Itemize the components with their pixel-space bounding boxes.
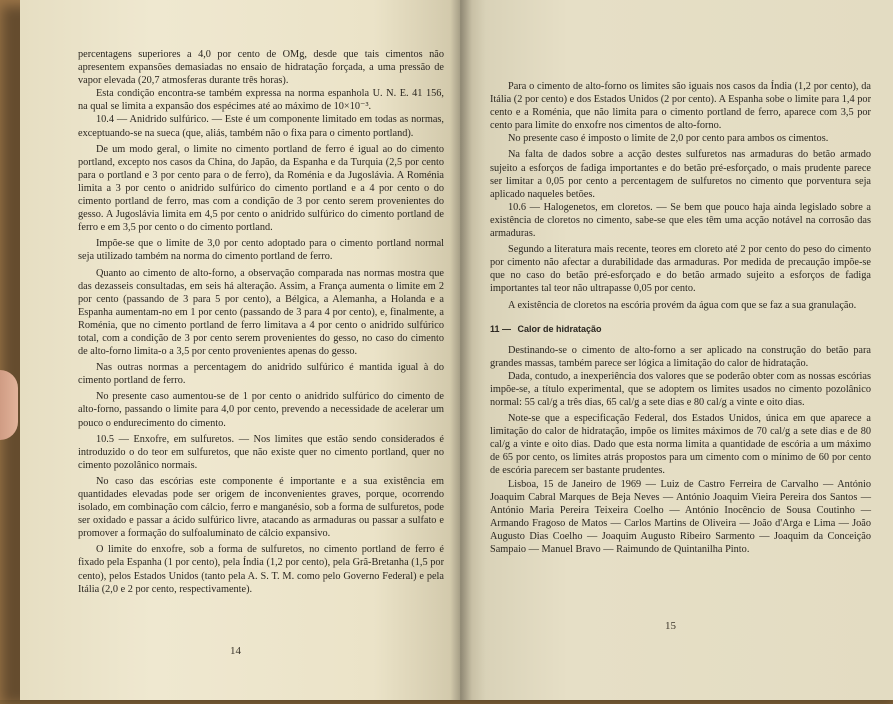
- section-number: 11 —: [490, 323, 512, 334]
- page-number-right: 15: [665, 620, 676, 632]
- book-gutter: [450, 0, 472, 700]
- holding-thumb: [0, 370, 18, 440]
- left-paragraph-7: Nas outras normas a percentagem do anidrido sulfúrico é mantida igual à do cimento portland de ferro.: [78, 362, 444, 387]
- left-page-text: [78, 48, 444, 596]
- section-title: Calor de hidratação: [517, 323, 602, 334]
- right-paragraph-6: A existência de cloretos na escória provém da água com que se faz a sua granulação.: [508, 299, 857, 311]
- right-page-text: [490, 80, 871, 556]
- left-paragraph-4: De um modo geral, o limite no cimento portland de ferro é igual ao do cimento portland, excepto nos casos da China, do Japão, da Espanha e da Turquia (2,5 por cento para o portland e 3 por cento para o de ferro), da Roménia e da Jugoslávia. A Roménia limita a 3 por cento o anidrido sulfúrico do cimento portland e a 4 por cento o do cimento portland de ferro, mas com a condição de 3 por cento serem provenientes do gesso. A Jugoslávia limita em 4,5 por cento o anidrido sulfúrico do cimento portland de ferro e em 3,5 por cento o do cimento portland.: [78, 143, 444, 234]
- page-number-left: 14: [230, 645, 241, 657]
- left-page: [20, 0, 462, 700]
- right-paragraph-1: Para o cimento de alto-forno os limites são iguais nos casos da Índia (1,2 por cento), da Itália (2 por cento) e dos Estados Unidos (2 por cento). A Espanha sobe o limite para 1,4 por cento e a Roménia, que não limita para o cimento portland de ferro, aparece com 3,5 por cento para limite do enxofre nos cimentos de alto-forno.: [490, 81, 871, 132]
- left-paragraph-9: 10.5 — Enxofre, em sulfuretos. — Nos limites que estão sendo considerados é introduzido o do teor em sulfuretos, que não existe quer no cimento portland, quer no cimento pozolânico normais.: [78, 433, 444, 471]
- right-paragraph-5: Segundo a literatura mais recente, teores em cloreto até 2 por cento do peso do cimento por cimento não afectar a durabilidade das armaduras. Por medida de precaução impõe-se que no caso do betão pré-esforçado e do betão armado sujeito a esforços de fadiga importantes tal teor não ultrapasse 0,05 por cento.: [490, 244, 871, 295]
- signature-block: Lisboa, 15 de Janeiro de 1969 — Luiz de Castro Ferreira de Carvalho — António Joaquim Cabral Marques de Beja Neves — António Joaquim Vieira Pereira dos Santos — António Maria Pereira Teixeira Coelho — António Inocêncio de Sousa Coutinho — Armando Fragoso de Matos — Carlos Martins de Oliveira — João d'Arga e Lima — João Augusto Dias Coelho — Joaquim Augusto Ribeiro Sarmento — Joaquim da Conceição Sampaio — Manuel Bravo — Raimundo de Quintanilha Pinto.: [490, 478, 871, 555]
- left-paragraph-3: 10.4 — Anidrido sulfúrico. — Este é um componente limitado em todas as normas, exceptuando-se na sueca (que, aliás, também não o fixa para o cimento portland).: [78, 114, 444, 139]
- left-paragraph-1: percentagens superiores a 4,0 por cento de OMg, desde que tais cimentos não apresentem expansões demasiadas no ensaio de hidratação forçada, a uma pressão de vapor elevada (20,7 atmosferas durante três horas).: [78, 49, 444, 87]
- right-paragraph-3: Na falta de dados sobre a acção destes sulfuretos nas armaduras do betão armado sujeito a esforços de fadiga importantes e do betão pré-esforçado, o mais prudente parece ser limitar a 0,05 por cento a percentagem de sulfuretos no cimento que porventura seja aplicado naqueles betões.: [490, 149, 871, 200]
- right-paragraph-7: Destinando-se o cimento de alto-forno a ser aplicado na construção do betão para grandes massas, também parece ser lógica a limitação do calor de hidratação.: [490, 344, 871, 369]
- left-paragraph-8: No presente caso aumentou-se de 1 por cento o anidrido sulfúrico do cimento de alto-forno, passando o limite para 4,0 por cento, prevendo a necessidade de acelerar um pouco o endurecimento do cimento.: [78, 391, 444, 429]
- right-paragraph-8: Dada, contudo, a inexperiência dos valores que se poderão obter com as nossas escórias impõe-se, a título experimental, que se adoptem os limites usados no cimento pozolânico normal: 55 cal/g a três dias, 65 cal/g a sete dias e 80 cal/g a vinte e oito dias.: [490, 370, 871, 408]
- section-heading: [490, 324, 871, 334]
- left-paragraph-10: No caso das escórias este componente é importante e a sua existência em quantidades elevadas pode ser origem de inconvenientes graves, porque, ocorrendo isolado, em combinação com cálcio, ferro e manganésio, sob a forma de sulfuretos, pode ser oxidado e passar a ácido sulfúrico livre, atacando as armaduras ou passar a sulfato e promover a formação do sulfoaluminato de cálcio expansivo.: [78, 475, 444, 540]
- right-paragraph-9: Note-se que a especificação Federal, dos Estados Unidos, única em que aparece a limitação do calor de hidratação, impõe os limites máximos de 70 cal/g a sete dias e de 80 cal/g a vinte e oito dias. Dado que esta norma limita a quantidade de escória a um máximo de 65 por cento, os limites atrás propostos para um cimento com o mínimo de 60 por cento de escória parecem ser bastante prudentes.: [490, 413, 871, 477]
- right-paragraph-4: 10.6 — Halogenetos, em cloretos. — Se bem que pouco haja ainda legislado sobre a existência de cloretos no cimento, sabe-se que eles têm uma acção notável na corrosão das armaduras.: [490, 201, 871, 240]
- left-paragraph-2: Esta condição encontra-se também expressa na norma espanhola U. N. E. 41 156, na qual se limita a expansão dos espécimes até ao máximo de 10×10⁻³.: [78, 88, 444, 113]
- right-paragraph-2: No presente caso é imposto o limite de 2,0 por cento para ambos os cimentos.: [508, 133, 829, 145]
- left-paragraph-11: O limite do enxofre, sob a forma de sulfuretos, no cimento portland de ferro é fixado pela Espanha (1 por cento), pela Índia (1,2 por cento), pela Grã-Bretanha (1,5 por cento), pelos Estados Unidos (tanto pela A. S. T. M. como pelo Governo Federal) e pela Itália (2,0 e 2 por cento, respectivamente).: [78, 544, 444, 595]
- right-page: [460, 0, 893, 700]
- left-paragraph-6: Quanto ao cimento de alto-forno, a observação comparada nas normas mostra que das dezasseis consultadas, em seis há alteração. Assim, a França aumenta o limite em 2 por cento (passando de 3 para 5 por cento), a Bélgica, a Alemanha, a Holanda e a Espanha aumentam-no em 1 por cento (passando de 3 para 4 por cento), e, finalmente, a Roménia, que no cimento portland de ferro limitava a 4 por cento o anidrido sulfúrico total, com a condição de 3 por cento serem provenientes do gesso, no caso do cimento de alto-forno limita-o a 3,5 por cento provenientes apenas do gesso.: [78, 267, 444, 358]
- left-paragraph-5: Impõe-se que o limite de 3,0 por cento adoptado para o cimento portland normal seja utilizado também na norma do cimento portland de ferro.: [78, 238, 444, 263]
